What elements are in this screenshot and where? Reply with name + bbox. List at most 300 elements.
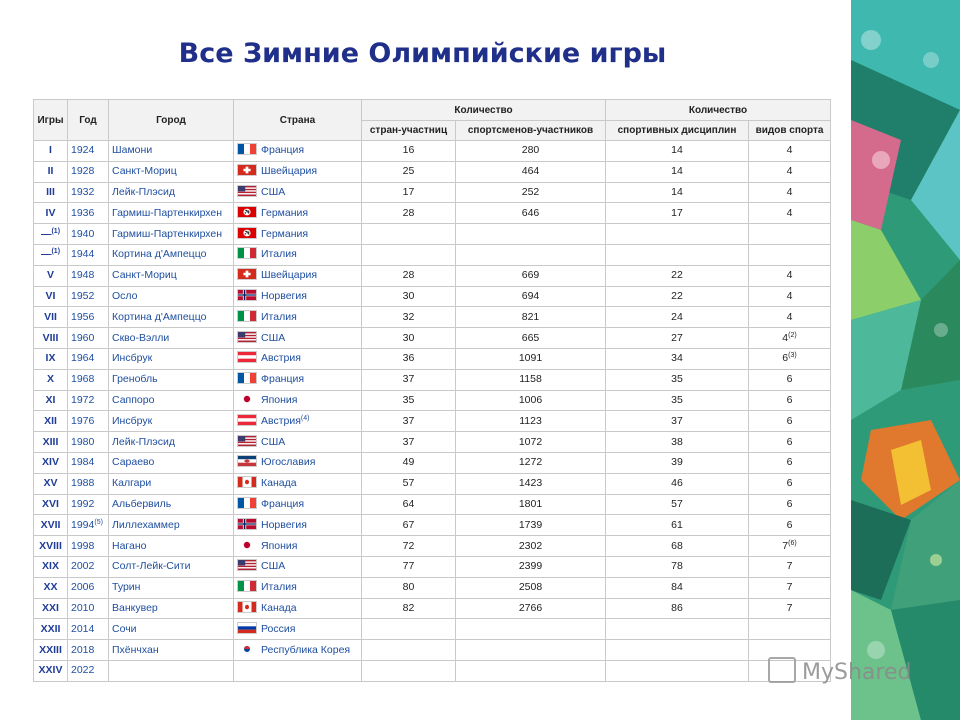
countries-count: 37 xyxy=(402,373,415,386)
city-cell[interactable] xyxy=(109,328,234,349)
year-link: 2002 xyxy=(71,560,95,573)
countries-count-cell xyxy=(362,161,456,182)
disciplines-count: 57 xyxy=(671,497,683,510)
year-cell[interactable] xyxy=(68,224,109,245)
year-cell[interactable] xyxy=(68,598,109,619)
city-link: Гармиш-Партенкирхен xyxy=(112,227,223,240)
disciplines-count: 84 xyxy=(671,581,683,594)
disciplines-count: 24 xyxy=(671,310,683,323)
athletes-count: 2302 xyxy=(518,539,543,552)
city-link: Гренобль xyxy=(112,373,158,386)
countries-count: 16 xyxy=(402,144,415,157)
disciplines-count-cell xyxy=(606,369,749,390)
header-athletes: спортсменов-участников xyxy=(456,121,606,141)
country-cell[interactable] xyxy=(234,141,362,162)
city-link: Кортина д'Ампеццо xyxy=(112,310,207,323)
year-link: 1980 xyxy=(71,435,95,448)
disciplines-count: 39 xyxy=(671,456,683,469)
disciplines-count-cell xyxy=(606,640,749,661)
sports-footnote: (6) xyxy=(788,539,797,547)
country-cell[interactable] xyxy=(234,452,362,473)
games-number: IV xyxy=(45,206,56,219)
city-cell[interactable] xyxy=(109,348,234,369)
city-cell[interactable] xyxy=(109,515,234,536)
athletes-count: 1272 xyxy=(518,456,543,469)
country-cell[interactable] xyxy=(234,348,362,369)
countries-count: 30 xyxy=(402,289,415,302)
sports-count-cell xyxy=(749,515,831,536)
countries-count-cell xyxy=(362,348,456,369)
athletes-count-cell xyxy=(456,411,606,432)
countries-count: 72 xyxy=(402,539,415,552)
athletes-count-cell xyxy=(456,141,606,162)
disciplines-count-cell xyxy=(606,328,749,349)
games-number: XXIV xyxy=(38,664,63,677)
countries-count: 37 xyxy=(402,414,415,427)
country-cell[interactable] xyxy=(234,619,362,640)
disciplines-count-cell xyxy=(606,244,749,265)
athletes-count: 1423 xyxy=(518,477,543,490)
countries-count-cell xyxy=(362,390,456,411)
games-number: XXII xyxy=(40,622,61,635)
athletes-count: 252 xyxy=(521,185,540,198)
athletes-count: 464 xyxy=(521,165,540,178)
countries-count-cell xyxy=(362,536,456,557)
year-cell[interactable] xyxy=(68,141,109,162)
table-row xyxy=(34,265,831,286)
table-row xyxy=(34,182,831,203)
disciplines-count: 46 xyxy=(671,477,683,490)
country-cell[interactable] xyxy=(234,265,362,286)
countries-count-cell xyxy=(362,224,456,245)
germany36-flag-icon xyxy=(237,228,261,240)
countries-count: 36 xyxy=(402,352,415,365)
athletes-count: 694 xyxy=(521,289,540,302)
city-cell[interactable] xyxy=(109,307,234,328)
games-number-cell xyxy=(34,660,68,681)
disciplines-count-cell xyxy=(606,473,749,494)
sports-footnote: (2) xyxy=(788,331,797,339)
sports-count-cell xyxy=(749,182,831,203)
disciplines-count-cell xyxy=(606,411,749,432)
city-cell[interactable] xyxy=(109,265,234,286)
city-cell[interactable] xyxy=(109,494,234,515)
countries-count-cell xyxy=(362,307,456,328)
year-cell[interactable] xyxy=(68,536,109,557)
countries-count: 80 xyxy=(402,581,415,594)
italy-flag-icon xyxy=(237,248,261,260)
year-cell[interactable] xyxy=(68,577,109,598)
games-number: XIX xyxy=(42,560,59,573)
games-number-cell xyxy=(34,328,68,349)
city-link: Санкт-Мориц xyxy=(112,165,177,178)
country-link: Австрия xyxy=(261,414,301,427)
table-row xyxy=(34,203,831,224)
athletes-count: 1006 xyxy=(518,393,543,406)
country-cell[interactable] xyxy=(234,640,362,661)
athletes-count: 2399 xyxy=(518,560,543,573)
year-link: 1998 xyxy=(71,539,95,552)
country-cell[interactable] xyxy=(234,369,362,390)
games-number: VI xyxy=(45,289,56,302)
athletes-count-cell xyxy=(456,348,606,369)
games-number-cell xyxy=(34,619,68,640)
games-number: XI xyxy=(45,393,56,406)
countries-count-cell xyxy=(362,660,456,681)
disciplines-count-cell xyxy=(606,515,749,536)
city-cell[interactable] xyxy=(109,556,234,577)
country-cell[interactable] xyxy=(234,307,362,328)
games-number: XX xyxy=(43,581,58,594)
disciplines-count: 14 xyxy=(671,144,683,157)
country-cell[interactable] xyxy=(234,224,362,245)
games-footnote: (1) xyxy=(51,227,61,235)
table-row xyxy=(34,307,831,328)
austria-flag-icon xyxy=(237,352,261,364)
year-cell[interactable] xyxy=(68,660,109,681)
disciplines-count: 27 xyxy=(671,331,683,344)
table-row xyxy=(34,286,831,307)
year-link: 1988 xyxy=(71,477,95,490)
games-number-cell xyxy=(34,577,68,598)
table-row xyxy=(34,494,831,515)
table-row xyxy=(34,556,831,577)
sports-count: 6 xyxy=(786,393,793,406)
games-number-cell xyxy=(34,411,68,432)
city-link: Осло xyxy=(112,289,138,302)
disciplines-count-cell xyxy=(606,619,749,640)
city-link: Пхёнчхан xyxy=(112,643,159,656)
year-link: 2006 xyxy=(71,581,95,594)
city-link: Гармиш-Партенкирхен xyxy=(112,206,223,219)
city-cell[interactable] xyxy=(109,536,234,557)
games-number-cell xyxy=(34,390,68,411)
city-link: Калгари xyxy=(112,477,152,490)
table-row xyxy=(34,224,831,245)
games-number-cell xyxy=(34,432,68,453)
games-number: XXI xyxy=(42,601,59,614)
sports-count-cell xyxy=(749,452,831,473)
country-cell[interactable] xyxy=(234,411,362,432)
table-row xyxy=(34,161,831,182)
country-cell[interactable] xyxy=(234,660,362,681)
disciplines-count-cell xyxy=(606,286,749,307)
city-cell[interactable] xyxy=(109,390,234,411)
disciplines-count: 35 xyxy=(671,373,683,386)
year-link: 1960 xyxy=(71,331,95,344)
games-number-cell xyxy=(34,286,68,307)
city-cell[interactable] xyxy=(109,203,234,224)
year-cell[interactable] xyxy=(68,432,109,453)
header-country: Страна xyxy=(234,100,362,141)
countries-count: 82 xyxy=(402,601,415,614)
country-cell[interactable] xyxy=(234,577,362,598)
year-cell[interactable] xyxy=(68,473,109,494)
country-cell[interactable] xyxy=(234,473,362,494)
country-link: Германия xyxy=(261,206,309,219)
year-link: 1994 xyxy=(71,518,95,531)
year-link: 2014 xyxy=(71,622,95,635)
countries-count-cell xyxy=(362,244,456,265)
country-link: Республика Корея xyxy=(261,643,351,656)
sports-count-cell xyxy=(749,161,831,182)
year-link: 1928 xyxy=(71,165,95,178)
table-row xyxy=(34,598,831,619)
table-row xyxy=(34,432,831,453)
city-cell[interactable] xyxy=(109,598,234,619)
country-link: Франция xyxy=(261,373,305,386)
country-cell[interactable] xyxy=(234,390,362,411)
city-cell[interactable] xyxy=(109,161,234,182)
sports-count-cell xyxy=(749,598,831,619)
year-cell[interactable] xyxy=(68,182,109,203)
year-cell[interactable] xyxy=(68,556,109,577)
country-cell[interactable] xyxy=(234,598,362,619)
games-number: XXIII xyxy=(39,643,62,656)
sports-count: 7 xyxy=(782,539,789,552)
athletes-count-cell xyxy=(456,660,606,681)
country-link: Канада xyxy=(261,477,297,490)
year-cell[interactable] xyxy=(68,348,109,369)
countries-count: 49 xyxy=(402,456,415,469)
athletes-count-cell xyxy=(456,432,606,453)
yugoslavia-flag-icon xyxy=(237,456,261,468)
disciplines-count: 17 xyxy=(671,206,683,219)
header-year: Год xyxy=(68,100,109,141)
sports-count-cell xyxy=(749,224,831,245)
country-cell[interactable] xyxy=(234,182,362,203)
country-cell[interactable] xyxy=(234,286,362,307)
countries-count-cell xyxy=(362,411,456,432)
year-cell[interactable] xyxy=(68,161,109,182)
athletes-count: 665 xyxy=(521,331,540,344)
athletes-count-cell xyxy=(456,473,606,494)
games-number-cell xyxy=(34,244,68,265)
table-row xyxy=(34,577,831,598)
city-cell[interactable] xyxy=(109,432,234,453)
athletes-count-cell xyxy=(456,452,606,473)
city-cell[interactable] xyxy=(109,660,234,681)
table-row xyxy=(34,473,831,494)
country-cell[interactable] xyxy=(234,203,362,224)
country-link: Италия xyxy=(261,248,297,261)
countries-count: 35 xyxy=(402,393,415,406)
city-cell[interactable] xyxy=(109,182,234,203)
country-link: Россия xyxy=(261,622,296,635)
sports-count-cell xyxy=(749,265,831,286)
city-link: Альбервиль xyxy=(112,497,172,510)
sports-count: 6 xyxy=(786,518,793,531)
sports-count-cell xyxy=(749,432,831,453)
year-cell[interactable] xyxy=(68,203,109,224)
disciplines-count: 22 xyxy=(671,289,683,302)
year-cell[interactable] xyxy=(68,369,109,390)
games-number: II xyxy=(47,165,54,178)
country-link: США xyxy=(261,435,286,448)
year-cell[interactable] xyxy=(68,452,109,473)
disciplines-count-cell xyxy=(606,141,749,162)
city-link: Лейк-Плэсид xyxy=(112,185,175,198)
games-number-cell xyxy=(34,141,68,162)
france-flag-icon xyxy=(237,373,261,385)
country-cell[interactable] xyxy=(234,328,362,349)
table-row xyxy=(34,390,831,411)
disciplines-count: 68 xyxy=(671,539,683,552)
athletes-count-cell xyxy=(456,286,606,307)
usa-flag-icon xyxy=(237,436,261,448)
page-title: Все Зимние Олимпийские игры xyxy=(178,38,667,69)
athletes-count-cell xyxy=(456,224,606,245)
city-cell[interactable] xyxy=(109,452,234,473)
country-link: Италия xyxy=(261,310,297,323)
year-link: 1972 xyxy=(71,393,95,406)
city-cell[interactable] xyxy=(109,473,234,494)
table-row xyxy=(34,328,831,349)
athletes-count: 1801 xyxy=(518,497,543,510)
city-cell[interactable] xyxy=(109,411,234,432)
japan-flag-icon xyxy=(237,540,261,552)
athletes-count: 1091 xyxy=(518,352,543,365)
year-link: 1924 xyxy=(71,144,95,157)
header-group-quantity-2: Количество xyxy=(606,100,831,121)
athletes-count: 2508 xyxy=(518,581,543,594)
year-link: 2022 xyxy=(71,664,95,677)
country-cell[interactable] xyxy=(234,536,362,557)
city-cell[interactable] xyxy=(109,619,234,640)
athletes-count: 1072 xyxy=(518,435,543,448)
country-cell[interactable] xyxy=(234,432,362,453)
country-cell[interactable] xyxy=(234,515,362,536)
year-cell[interactable] xyxy=(68,244,109,265)
table-row xyxy=(34,369,831,390)
france-flag-icon xyxy=(237,498,261,510)
russia-flag-icon xyxy=(237,623,261,635)
year-cell[interactable] xyxy=(68,328,109,349)
swiss-flag-icon xyxy=(237,269,261,281)
sports-count-cell xyxy=(749,411,831,432)
country-cell[interactable] xyxy=(234,556,362,577)
games-footnote: (1) xyxy=(51,248,61,256)
table-row xyxy=(34,640,831,661)
city-link: Саппоро xyxy=(112,393,155,406)
disciplines-count: 14 xyxy=(671,165,683,178)
games-number: XV xyxy=(43,477,58,490)
year-cell[interactable] xyxy=(68,265,109,286)
games-number: XIV xyxy=(42,456,59,469)
year-link: 1964 xyxy=(71,352,95,365)
city-cell[interactable] xyxy=(109,141,234,162)
year-link: 1940 xyxy=(71,227,95,240)
sports-count: 6 xyxy=(786,456,793,469)
sports-count-cell xyxy=(749,141,831,162)
games-number-cell xyxy=(34,473,68,494)
games-number: III xyxy=(46,185,55,198)
sports-count: 7 xyxy=(786,581,793,594)
countries-count-cell xyxy=(362,494,456,515)
games-number: V xyxy=(46,269,54,282)
disciplines-count-cell xyxy=(606,161,749,182)
games-number-cell xyxy=(34,598,68,619)
athletes-count: 1123 xyxy=(519,414,542,427)
country-cell[interactable] xyxy=(234,161,362,182)
sports-count: 6 xyxy=(786,477,793,490)
country-link: Франция xyxy=(261,497,305,510)
disciplines-count: 78 xyxy=(671,560,683,573)
sports-count: 4 xyxy=(786,144,793,157)
table-body xyxy=(34,141,831,682)
year-footnote: (5) xyxy=(94,518,103,526)
countries-count: 57 xyxy=(402,477,415,490)
year-cell[interactable] xyxy=(68,307,109,328)
country-cell[interactable] xyxy=(234,494,362,515)
sports-count-cell xyxy=(749,473,831,494)
disciplines-count: 34 xyxy=(671,352,683,365)
year-cell[interactable] xyxy=(68,640,109,661)
canada-flag-icon xyxy=(237,477,261,489)
japan-flag-icon xyxy=(237,394,261,406)
city-cell[interactable] xyxy=(109,244,234,265)
sports-count-cell xyxy=(749,369,831,390)
france-flag-icon xyxy=(237,144,261,156)
games-number-cell xyxy=(34,224,68,245)
games-number-cell xyxy=(34,494,68,515)
sports-count-cell xyxy=(749,203,831,224)
city-link: Нагано xyxy=(112,539,147,552)
athletes-count-cell xyxy=(456,244,606,265)
sports-footnote: (3) xyxy=(788,352,797,360)
city-link: Лейк-Плэсид xyxy=(112,435,175,448)
table-row xyxy=(34,411,831,432)
games-number: — xyxy=(40,248,52,261)
city-cell[interactable] xyxy=(109,224,234,245)
year-cell[interactable] xyxy=(68,411,109,432)
city-link: Лиллехаммер xyxy=(112,518,180,531)
athletes-count: 646 xyxy=(521,206,540,219)
year-link: 1968 xyxy=(71,373,95,386)
year-cell[interactable] xyxy=(68,494,109,515)
olympics-table xyxy=(33,99,831,682)
disciplines-count-cell xyxy=(606,452,749,473)
sports-count-cell xyxy=(749,494,831,515)
city-cell[interactable] xyxy=(109,577,234,598)
table-row xyxy=(34,244,831,265)
athletes-count-cell xyxy=(456,556,606,577)
year-link: 1936 xyxy=(71,206,95,219)
games-number: XII xyxy=(44,414,57,427)
year-link: 2018 xyxy=(71,643,95,656)
austria-flag-icon xyxy=(237,415,261,427)
year-cell[interactable] xyxy=(68,515,109,536)
country-cell[interactable] xyxy=(234,244,362,265)
games-number: IX xyxy=(45,352,56,365)
sports-count: 4 xyxy=(786,310,793,323)
countries-count-cell xyxy=(362,515,456,536)
header-countries: стран-участниц xyxy=(362,121,456,141)
disciplines-count: 14 xyxy=(671,185,683,198)
year-cell[interactable] xyxy=(68,286,109,307)
year-cell[interactable] xyxy=(68,390,109,411)
city-cell[interactable] xyxy=(109,369,234,390)
city-cell[interactable] xyxy=(109,640,234,661)
table-row xyxy=(34,536,831,557)
year-cell[interactable] xyxy=(68,619,109,640)
sports-count-cell xyxy=(749,286,831,307)
table-row xyxy=(34,660,831,681)
sports-count-cell xyxy=(749,536,831,557)
sports-count-cell xyxy=(749,348,831,369)
city-cell[interactable] xyxy=(109,286,234,307)
games-number: XIII xyxy=(42,435,59,448)
